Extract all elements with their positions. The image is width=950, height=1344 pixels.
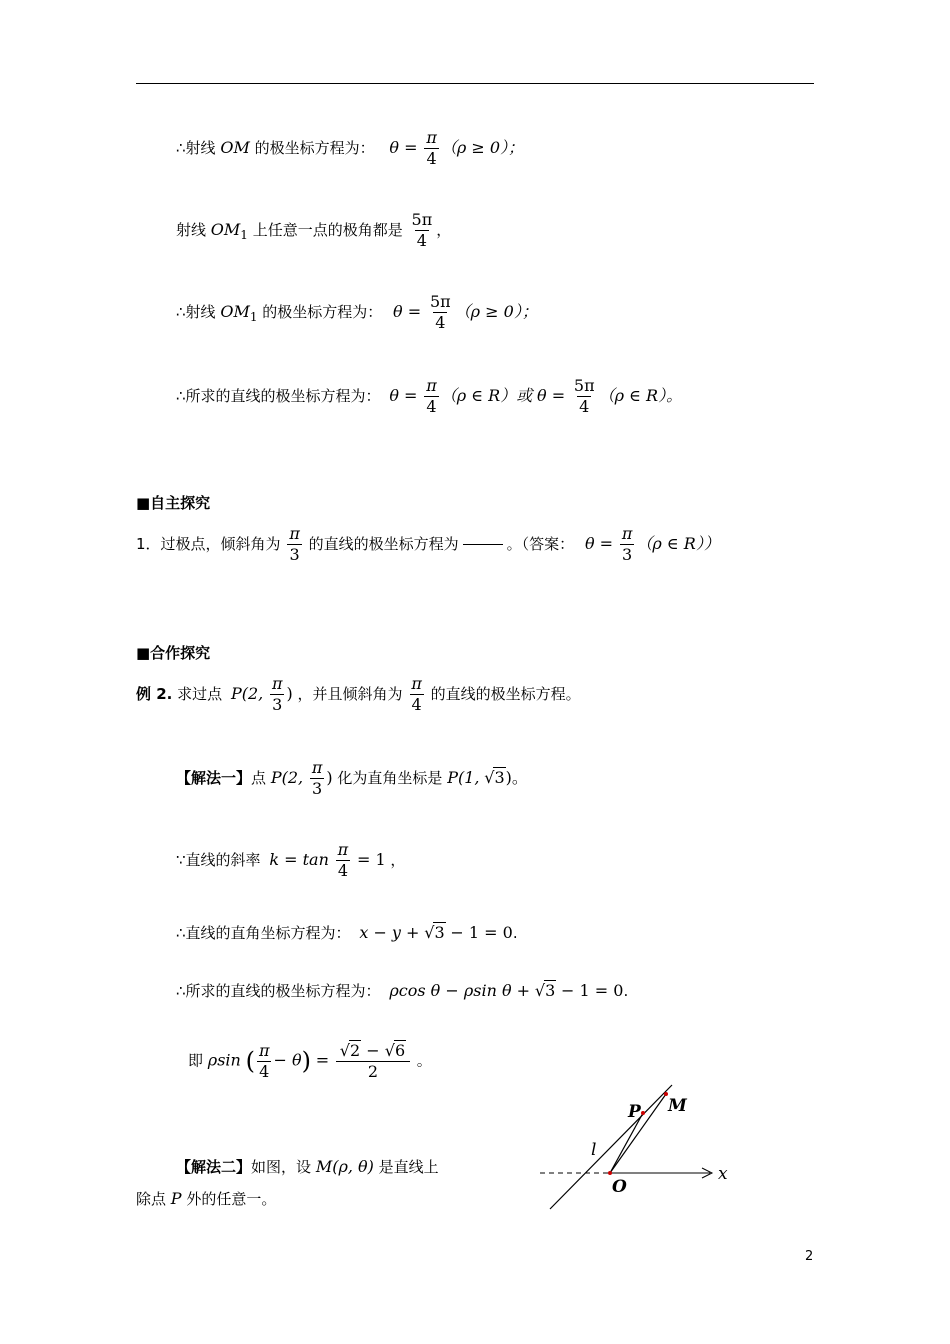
method-1-polar-equation: ∴所求的直线的极坐标方程为： ρcos θ − ρsin θ + √3 − 1 = 0. xyxy=(176,981,629,1000)
line-om1-angle: 射线 $OM_1$ 上任意一点的极角都是 $\frac{5\pi}{4}$ ， xyxy=(176,210,452,250)
text: 上任意一点的极角都是 xyxy=(252,221,403,239)
label-m: M xyxy=(668,1096,687,1116)
method-1-slope: ∵直线的斜率 k = tan $\frac{\pi}{4}$ = 1 ， xyxy=(176,840,406,880)
fraction: $\frac{5\pi}{4}$ xyxy=(411,210,433,250)
point-p xyxy=(641,1111,645,1115)
math-var: OM xyxy=(210,220,241,239)
example-2: 例 2. 求过点 P(2, $\frac{\pi}{3}$ ) ，并且倾斜角为 $\frac{\pi}{4}$ 的直线的极坐标方程。 xyxy=(136,674,581,714)
page-number: 2 xyxy=(805,1249,814,1264)
point-o xyxy=(608,1171,612,1175)
section-heading-coop: ■合作探究 xyxy=(136,644,211,662)
section-heading-self-study: ■自主探究 xyxy=(136,494,211,512)
text: 射线 xyxy=(176,221,207,239)
method-2-line2: 除点 P 外的任意一。 xyxy=(136,1189,277,1208)
text: ∴射线 xyxy=(176,303,216,321)
text: 的极坐标方程为： xyxy=(254,139,375,157)
method-2-line1: 【解法二】如图，设 M(ρ, θ) 是直线上 xyxy=(176,1157,439,1176)
label-p: P xyxy=(628,1102,641,1122)
fraction: $\frac{√2 - √6}{2}$ xyxy=(336,1040,410,1082)
fraction: $\frac{\pi}{4}$ xyxy=(426,128,437,168)
question-1: 1．过极点，倾斜角为 $\frac{\pi}{3}$ 的直线的极坐标方程为 。（答案： θ = $\frac{\pi}{3}$ （ρ ∈ R）） xyxy=(136,524,720,564)
math-var: OM xyxy=(220,138,250,157)
text: 的极坐标方程为： xyxy=(262,303,383,321)
method-1-simplified: 即 ρsin ( $\frac{\pi}{4}$ − θ) = $\frac{√2 - √6}{2}$ 。 xyxy=(188,1040,432,1081)
polar-figure xyxy=(530,1075,750,1215)
answer-blank xyxy=(463,544,503,545)
method-1-convert: 【解法一】点 P(2, $\frac{\pi}{3}$ ) 化为直角坐标是 P(1, √3)。 xyxy=(176,758,528,798)
line-om1-equation: ∴射线 $OM_1$ 的极坐标方程为： θ = $\frac{5\pi}{4}$ （ρ ≥ 0）； xyxy=(176,292,538,332)
line-final-answer: ∴所求的直线的极坐标方程为： θ = $\frac{\pi}{4}$ （ρ ∈ R）或 θ = $\frac{5\pi}{4}$ （ρ ∈ R）。 xyxy=(176,376,683,416)
label-o: O xyxy=(612,1177,627,1197)
method-1-rect-equation: ∴直线的直角坐标方程为： x − y + √3 − 1 = 0. xyxy=(176,923,518,942)
label-x: x xyxy=(718,1164,728,1184)
line-l xyxy=(550,1085,672,1209)
text: ∴所求的直线的极坐标方程为： xyxy=(176,387,381,405)
text: ∴射线 xyxy=(176,139,216,157)
fraction: $\frac{5\pi}{4}$ xyxy=(429,292,451,332)
line-om-equation xyxy=(176,128,524,169)
header-rule xyxy=(136,83,814,84)
condition: （ρ ≥ 0）； xyxy=(440,138,524,157)
math-theta: θ = xyxy=(389,138,418,157)
label-l: l xyxy=(591,1140,597,1160)
